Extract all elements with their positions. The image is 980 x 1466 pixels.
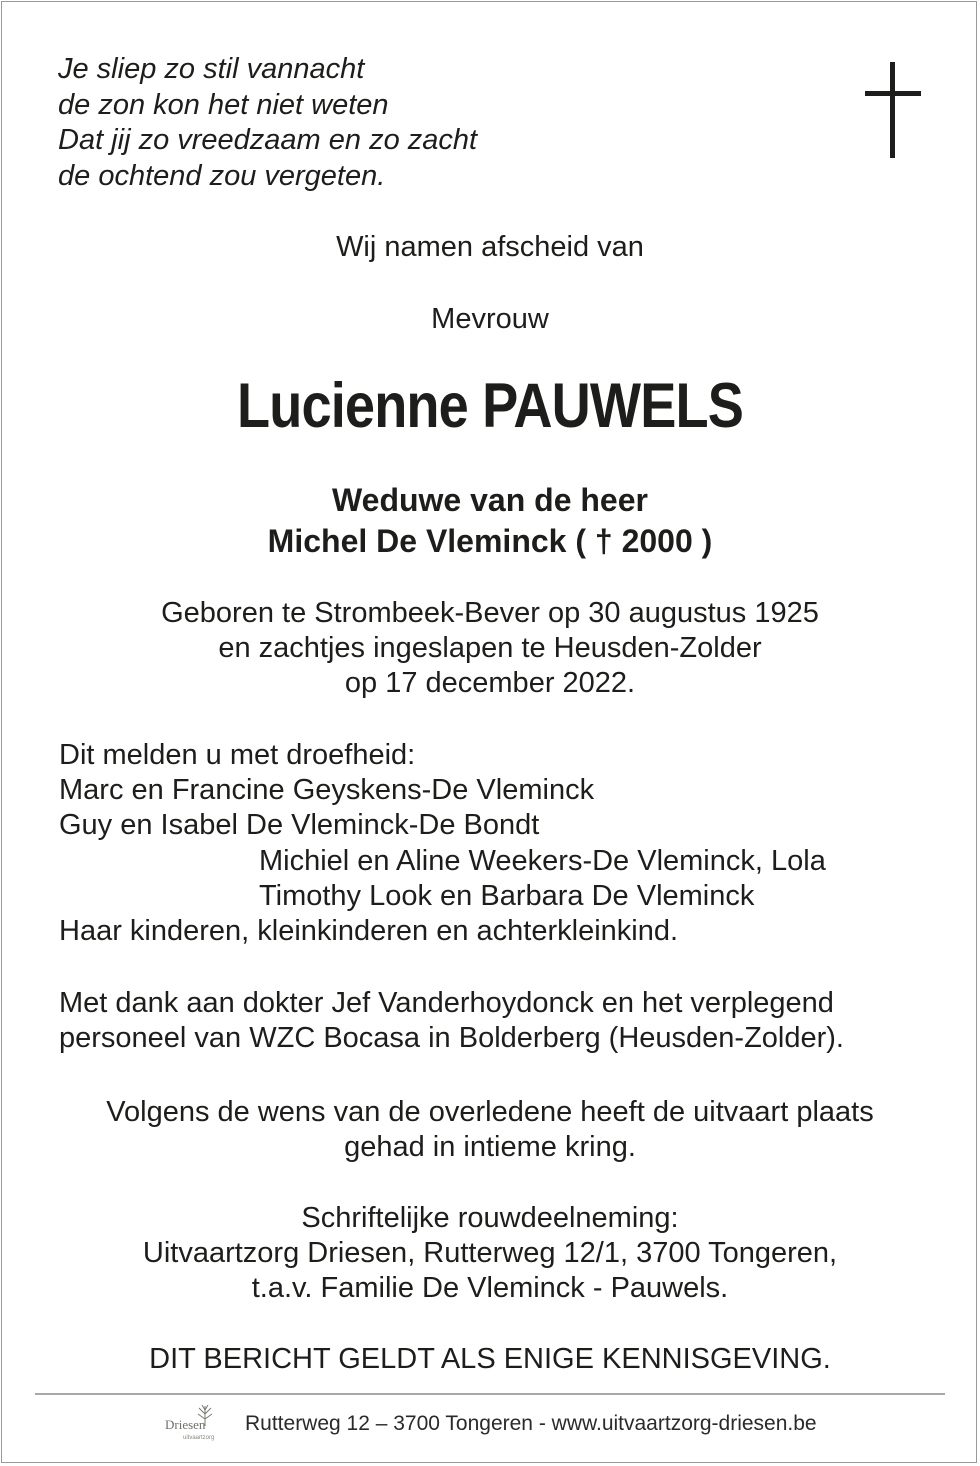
death-date-line: op 17 december 2022. (344, 667, 636, 699)
thanks-line: personeel van WZC Bocasa in Bolderberg (Heusden-Zolder). (59, 1022, 844, 1055)
death-place-line: en zachtjes ingeslapen te Heusden-Zolder (218, 632, 762, 664)
funeral-home-logo (163, 1402, 227, 1444)
grandchild-entry: Michiel en Aline Weekers-De Vleminck, Lola (259, 844, 826, 877)
funeral-paragraph (0, 1095, 980, 1165)
condolence-heading: Schriftelijke rouwdeelneming: (301, 1202, 679, 1234)
grandchild-entry: Timothy Look en Barbara De Vleminck (259, 879, 755, 912)
family-announcement (59, 738, 826, 949)
condolence-address: Uitvaartzorg Driesen, Rutterweg 12/1, 3700 Tongeren, (142, 1237, 838, 1269)
widow-of (0, 480, 980, 562)
spouse-name: Michel De Vleminck ( † 2000 ) (267, 523, 713, 559)
poem (58, 52, 477, 194)
logo-subtext: uitvaartzorg (183, 1435, 215, 1441)
deceased-name: Lucienne PAUWELS (236, 371, 744, 441)
poem-line: de ochtend zou vergeten. (58, 159, 386, 192)
honorific: Mevrouw (431, 303, 549, 335)
latin-cross-icon (865, 62, 921, 158)
funeral-line: gehad in intieme kring. (344, 1131, 636, 1163)
poem-line: Dat jij zo vreedzaam en zo zacht (58, 124, 478, 156)
child-entry: Guy en Isabel De Vleminck-De Bondt (59, 809, 540, 842)
poem-line: Je sliep zo stil vannacht (58, 53, 365, 85)
footer-contact: Rutterweg 12 – 3700 Tongeren - www.uitvaartzorg-driesen.be (245, 1412, 817, 1435)
footer-divider (35, 1393, 945, 1395)
birth-line: Geboren te Strombeek-Bever op 30 augustus 1925 (161, 597, 819, 629)
thanks-paragraph (59, 986, 844, 1056)
logo-wordmark: Driesen (165, 1417, 206, 1432)
thanks-line: Met dank aan dokter Jef Vanderhoydonck en het verplegend (59, 987, 834, 1019)
widow-line: Weduwe van de heer (332, 482, 648, 518)
condolence-attention: t.a.v. Familie De Vleminck - Pauwels. (251, 1272, 729, 1304)
child-entry: Marc en Francine Geyskens-De Vleminck (59, 774, 595, 807)
official-notice: DIT BERICHT GELDT ALS ENIGE KENNISGEVING. (149, 1343, 831, 1375)
intro-text: Wij namen afscheid van (336, 231, 644, 263)
birth-death-info (0, 596, 980, 701)
announcement-closing: Haar kinderen, kleinkinderen en achterkleinkind. (59, 915, 679, 948)
announcement-heading: Dit melden u met droefheid: (59, 739, 416, 771)
poem-line: de zon kon het niet weten (58, 88, 389, 121)
condolence-paragraph (0, 1201, 980, 1306)
funeral-line: Volgens de wens van de overledene heeft de uitvaart plaats (106, 1096, 874, 1128)
footer (0, 1402, 980, 1446)
